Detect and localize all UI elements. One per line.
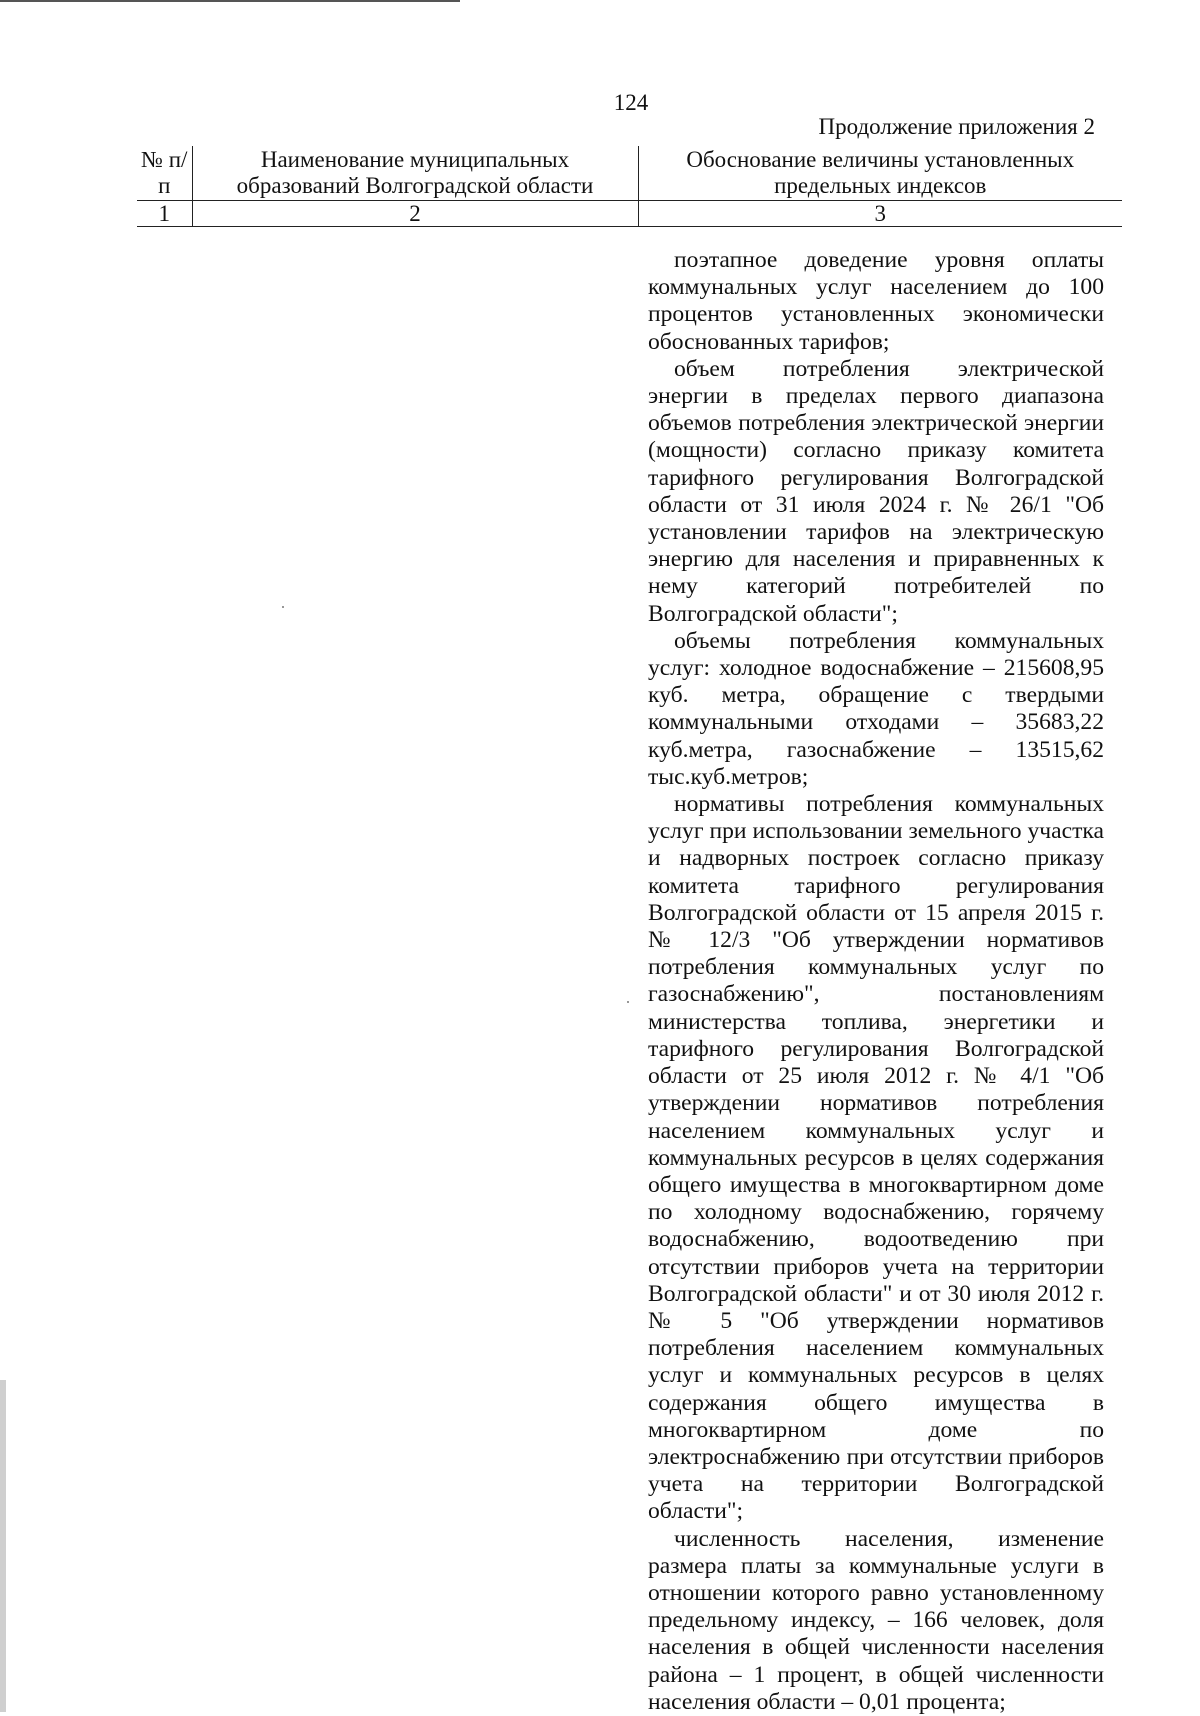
justification-paragraph: объем потребления электрической энергии в пределах первого диапазона объемов потребления электрической энергии (мощности) согласно приказу комитета тарифного регулирования Волгоградской области от 31 июля 2024 г. № 26/1 "Об установлении тарифов на электрическую энергию для населения и приравненных к нему категорий потребителей по Волгоградской области";: [648, 355, 1104, 627]
page-number: 124: [613, 90, 649, 115]
justification-paragraph: поэтапное доведение уровня оплаты коммунальных услуг населением до 100 процентов установленных экономически обоснованных тарифов;: [648, 247, 1104, 355]
scan-artifact-speck: [282, 606, 284, 608]
scan-artifact-speck: [627, 1001, 629, 1003]
column-number: 3: [638, 201, 1122, 227]
justification-paragraph: объемы потребления коммунальных услуг: холодное водоснабжение – 215608,95 куб. метра, обращение с твердыми коммунальными отходами – 35683,22 куб.метра, газоснабжение – 13515,62 тыс.куб.метров;: [648, 627, 1104, 790]
scan-artifact-top-line: [0, 0, 460, 2]
column-header-municipality: Наименование муниципальных образований Волгоградской области: [192, 146, 638, 201]
justification-paragraph: нормативы потребления коммунальных услуг при использовании земельного участка и надворных построек согласно приказу комитета тарифного регулирования Волгоградской области от 15 апреля 2015 г. № 12/3 "Об утверждении нормативов потребления коммунальных услуг по газоснабжению", постановлениям министерства топлива, энергетики и тарифного регулирования Волгоградской области от 25 июля 2012 г. № 4/1 "Об утверждении нормативов потребления населением коммунальных услуг и коммунальных ресурсов в целях содержания общего имущества в многоквартирном доме по холодному водоснабжению, горячему водоснабжению, водоотведению при отсутствии приборов учета на территории Волгоградской области" и от 30 июля 2012 г. № 5 "Об утверждении нормативов потребления населением коммунальных услуг и коммунальных ресурсов в целях содержания общего имущества в многоквартирном доме по электроснабжению при отсутствии приборов учета на территории Волгоградской области";: [648, 791, 1104, 1525]
justification-text: [648, 247, 1104, 1716]
column-header-number: № п/п: [137, 146, 192, 201]
column-header-justification: Обоснование величины установленных предельных индексов: [638, 146, 1122, 201]
header-table: [137, 146, 1122, 227]
appendix-continuation-note: Продолжение приложения 2: [818, 114, 1095, 139]
column-number-row: [137, 201, 1122, 227]
header-row: [137, 146, 1122, 201]
column-number: 2: [192, 201, 638, 227]
column-number: 1: [137, 201, 192, 227]
justification-paragraph: численность населения, изменение размера платы за коммунальные услуги в отношении которого равно установленному предельному индексу, – 166 человек, доля населения в общей численности населения района – 1 процент, в общей численности населения области – 0,01 процента;: [648, 1525, 1104, 1715]
scan-artifact-left-edge: [0, 1380, 6, 1712]
